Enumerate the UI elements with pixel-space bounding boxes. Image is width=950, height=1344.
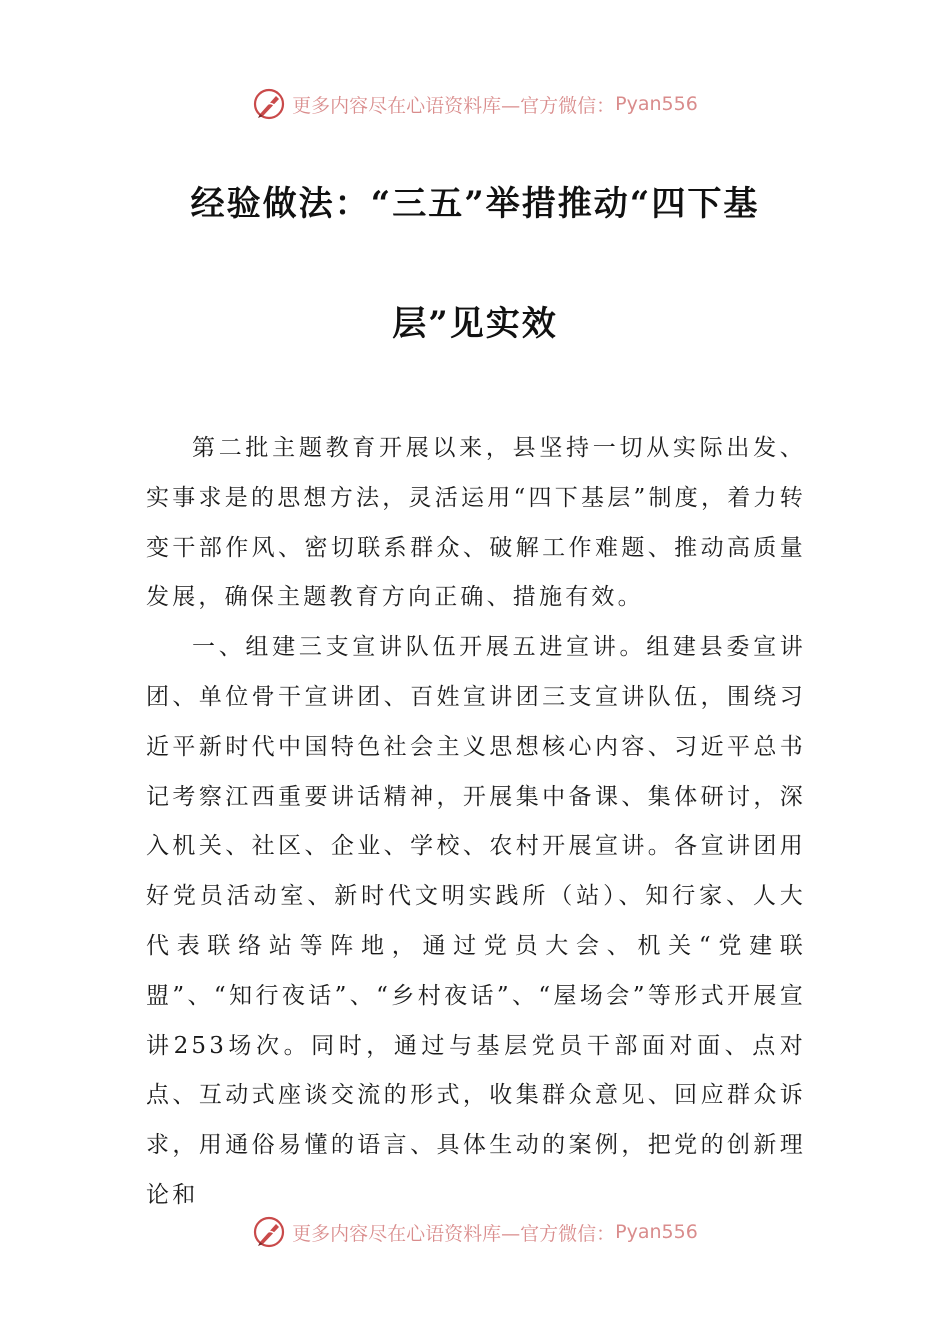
watermark-wechat-id: Pyan556	[615, 1221, 698, 1243]
document-body	[146, 424, 806, 1221]
document-title-line-1: 经验做法：“三五”举措推动“四下基	[190, 184, 760, 224]
watermark-text: 更多内容尽在心语资料库—官方微信：	[292, 94, 616, 117]
pen-circle-logo-icon	[252, 1215, 286, 1249]
paragraph-intro: 第二批主题教育开展以来，县坚持一切从实际出发、实事求是的思想方法，灵活运用“四下基层”制度，着力转变干部作风、密切联系群众、破解工作难题、推动高质量发展，确保主题教育方向正确、措施有效。	[146, 435, 806, 611]
watermark-footer	[0, 1212, 950, 1252]
pen-circle-logo-icon	[252, 87, 286, 121]
document-title-line-2: 层”见实效	[392, 304, 558, 344]
watermark-text: 更多内容尽在心语资料库—官方微信：	[292, 1222, 616, 1245]
watermark-wechat-id: Pyan556	[615, 93, 698, 115]
watermark-header	[0, 84, 950, 124]
paragraph-section-1: 一、组建三支宣讲队伍开展五进宣讲。组建县委宣讲团、单位骨干宣讲团、百姓宣讲团三支宣讲队伍，围绕习近平新时代中国特色社会主义思想核心内容、习近平总书记考察江西重要讲话精神，开展集中备课、集体研讨，深入机关、社区、企业、学校、农村开展宣讲。各宣讲团用好党员活动室、新时代文明实践所（站）、知行家、人大代表联络站等阵地，通过党员大会、机关“党建联盟”、“知行夜话”、“乡村夜话”、“屋场会”等形式开展宣讲253场次。同时，通过与基层党员干部面对面、点对点、互动式座谈交流的形式，收集群众意见、回应群众诉求，用通俗易懂的语言、具体生动的案例，把党的创新理论和	[146, 634, 806, 1208]
